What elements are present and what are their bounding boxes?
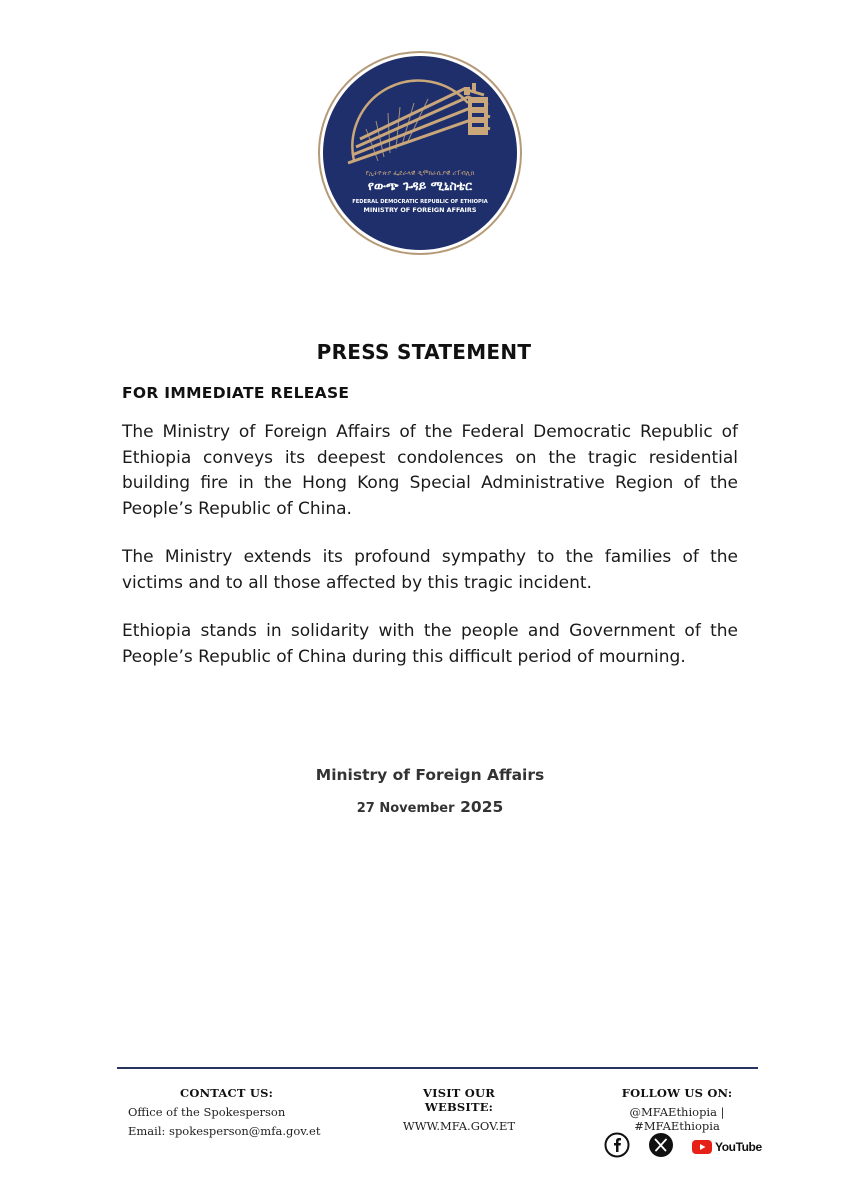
- paragraph-1: The Ministry of Foreign Affairs of the Federal Democratic Republic of Ethiopia conveys its deepest condolences on the tragic residential building fire in the Hong Kong Special Administrative Region of the People’s Republic of China.: [122, 422, 738, 519]
- ministry-seal: [318, 51, 522, 255]
- paragraph-3: Ethiopia stands in solidarity with the people and Government of the People’s Republic of China during this difficult period of mourning.: [122, 621, 738, 667]
- follow-heading: FOLLOW US ON:: [621, 1086, 733, 1100]
- youtube-icon: [692, 1140, 712, 1154]
- footer-website: [396, 1086, 522, 1133]
- website-link[interactable]: WWW.MFA.GOV.ET: [402, 1119, 516, 1133]
- contact-email[interactable]: Email: spokesperson@mfa.gov.et: [128, 1124, 321, 1138]
- logo-english-line1: FEDERAL DEMOCRATIC REPUBLIC OF ETHIOPIA: [352, 199, 488, 205]
- youtube-link[interactable]: [692, 1140, 762, 1154]
- signature-name: Ministry of Foreign Affairs: [315, 766, 545, 784]
- signature-date: [0, 797, 848, 816]
- logo-amharic-line2: የውጭ ጉዳይ ሚኒስቴር: [367, 178, 473, 193]
- statement-body: [122, 420, 738, 693]
- ministry-logo: [318, 51, 522, 255]
- date-year: 2025: [460, 798, 504, 816]
- facebook-icon[interactable]: [604, 1132, 630, 1162]
- contact-office: Office of the Spokesperson: [128, 1105, 286, 1119]
- contact-heading: CONTACT US:: [180, 1086, 274, 1100]
- date-day-month: 27 November: [356, 801, 455, 816]
- follow-handles[interactable]: @MFAEthiopia | #MFAEthiopia: [629, 1105, 725, 1133]
- footer-follow: [588, 1086, 766, 1133]
- document-title: PRESS STATEMENT: [316, 340, 532, 364]
- release-label: FOR IMMEDIATE RELEASE: [122, 384, 350, 402]
- footer-contact: [128, 1086, 320, 1138]
- social-icons: [604, 1132, 762, 1162]
- logo-english-line2: MINISTRY OF FOREIGN AFFAIRS: [363, 206, 477, 214]
- paragraph-2: The Ministry extends its profound sympathy to the families of the victims and to all those affected by this tragic incident.: [122, 547, 738, 593]
- website-heading: VISIT OUR WEBSITE:: [423, 1086, 495, 1114]
- footer-divider: [117, 1067, 758, 1069]
- x-twitter-icon[interactable]: [648, 1132, 674, 1162]
- logo-amharic-line1: የኢትዮጵያ ፌደራላዊ ዲሞክራሲያዊ ሪፐብሊክ: [365, 169, 475, 177]
- youtube-label: YouTube: [715, 1140, 762, 1154]
